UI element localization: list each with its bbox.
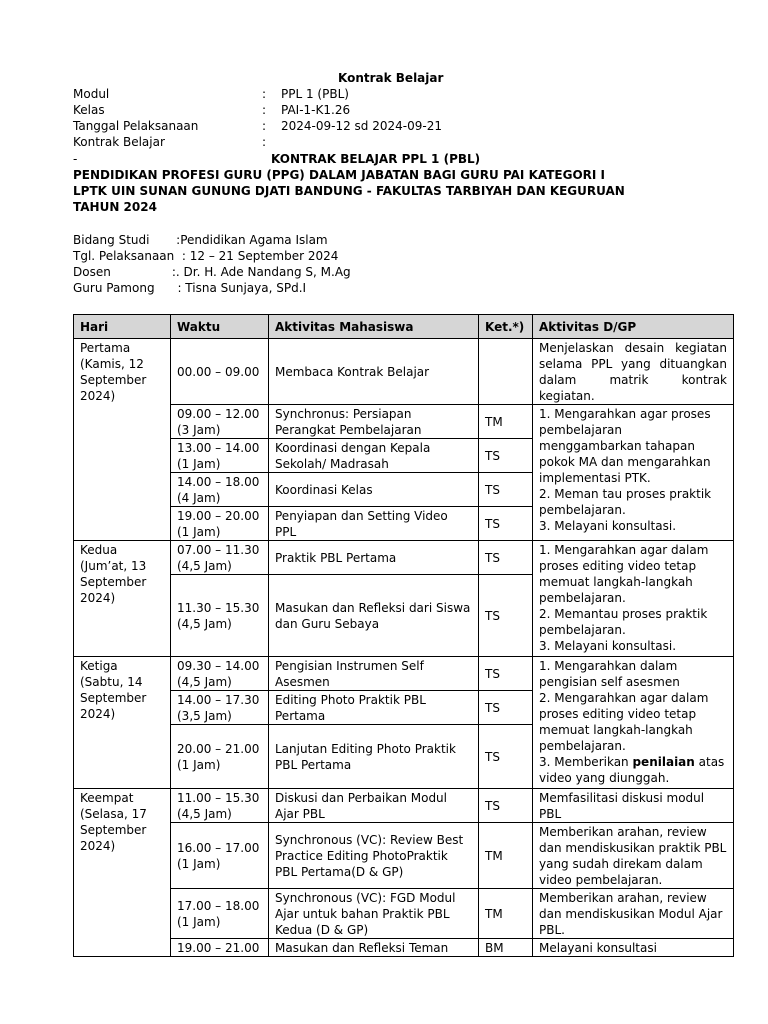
dash-marker: -: [73, 152, 78, 166]
gp-bold-text: penilaian: [632, 755, 695, 769]
info-sep: :: [262, 119, 267, 133]
activity-cell: Synchronus: Persiapan Perangkat Pembelajaran: [269, 405, 479, 439]
detail-tgl-pelaksanaan: Tgl. Pelaksanaan : 12 – 21 September 2024: [73, 249, 339, 263]
time-cell: 19.00 – 20.00 (1 Jam): [171, 507, 269, 541]
activity-cell: Diskusi dan Perbaikan Modul Ajar PBL: [269, 789, 479, 823]
activity-cell: Masukan dan Refleksi Teman: [269, 939, 479, 957]
ket-cell: TM: [479, 823, 533, 889]
ket-cell: TS: [479, 507, 533, 541]
contract-subheading-2: LPTK UIN SUNAN GUNUNG DJATI BANDUNG - FAKULTAS TARBIYAH DAN KEGURUAN: [73, 184, 625, 198]
gp-cell: Menjelaskan desain kegiatan selama PPL yang dituangkan dalam matrik kontrak kegiatan.: [533, 339, 734, 405]
table-row: [74, 789, 734, 823]
activity-cell: Koordinasi dengan Kepala Sekolah/ Madrasah: [269, 439, 479, 473]
ket-cell: TS: [479, 691, 533, 725]
info-value-tanggal: 2024-09-12 sd 2024-09-21: [281, 119, 442, 133]
time-cell: 16.00 – 17.00 (1 Jam): [171, 823, 269, 889]
table-row: [74, 889, 734, 939]
table-row: [74, 939, 734, 957]
contract-subheading-1: PENDIDIKAN PROFESI GURU (PPG) DALAM JABATAN BAGI GURU PAI KATEGORI I: [73, 168, 606, 182]
activity-cell: Editing Photo Praktik PBL Pertama: [269, 691, 479, 725]
gp-text: atas video yang diunggah.: [539, 755, 725, 785]
day-cell: Pertama (Kamis, 12 September 2024): [74, 339, 171, 541]
header-waktu: Waktu: [171, 315, 269, 339]
activity-cell: Synchronous (VC): FGD Modul Ajar untuk bahan Praktik PBL Kedua (D & GP): [269, 889, 479, 939]
time-cell: 11.00 – 15.30 (4,5 Jam): [171, 789, 269, 823]
gp-text: 1. Mengarahkan dalam pengisian self asesmen 2. Mengarahkan agar dalam proses editing video tetap memuat langkah-langkah pembelajaran. 3. Memberikan: [539, 659, 709, 769]
ket-cell: [479, 339, 533, 405]
info-label-kelas: Kelas: [73, 103, 105, 117]
activity-cell: Synchronous (VC): Review Best Practice Editing PhotoPraktik PBL Pertama(D & GP): [269, 823, 479, 889]
header-ket: Ket.*): [479, 315, 533, 339]
activity-cell: Penyiapan dan Setting Video PPL: [269, 507, 479, 541]
info-value-kelas: PAI-1-K1.26: [281, 103, 351, 117]
contract-heading: KONTRAK BELAJAR PPL 1 (PBL): [271, 152, 481, 166]
info-value-modul: PPL 1 (PBL): [281, 87, 349, 101]
ket-cell: BM: [479, 939, 533, 957]
info-sep: :: [262, 103, 267, 117]
time-cell: 07.00 – 11.30 (4,5 Jam): [171, 541, 269, 575]
gp-cell: [533, 657, 734, 789]
ket-cell: TS: [479, 725, 533, 789]
time-cell: 17.00 – 18.00 (1 Jam): [171, 889, 269, 939]
activity-cell: Koordinasi Kelas: [269, 473, 479, 507]
day-cell: Kedua (Jum’at, 13 September 2024): [74, 541, 171, 657]
info-sep: :: [262, 135, 267, 149]
gp-cell: Melayani konsultasi: [533, 939, 734, 957]
document-title: Kontrak Belajar: [338, 71, 444, 85]
header-aktivitas-mahasiswa: Aktivitas Mahasiswa: [269, 315, 479, 339]
ket-cell: TM: [479, 405, 533, 439]
activity-cell: Pengisian Instrumen Self Asesmen: [269, 657, 479, 691]
ket-cell: TM: [479, 889, 533, 939]
activity-cell: Masukan dan Refleksi dari Siswa dan Guru Sebaya: [269, 575, 479, 657]
time-cell: 14.00 – 18.00 (4 Jam): [171, 473, 269, 507]
time-cell: 09.00 – 12.00 (3 Jam): [171, 405, 269, 439]
time-cell: 14.00 – 17.30 (3,5 Jam): [171, 691, 269, 725]
table-row: [74, 541, 734, 575]
table-row: [74, 405, 734, 439]
info-label-tanggal: Tanggal Pelaksanaan: [73, 119, 199, 133]
gp-cell: Memberikan arahan, review dan mendiskusikan Modul Ajar PBL.: [533, 889, 734, 939]
header-hari: Hari: [74, 315, 171, 339]
day-cell: Keempat (Selasa, 17 September 2024): [74, 789, 171, 957]
table-header-row: [74, 315, 734, 339]
ket-cell: TS: [479, 541, 533, 575]
info-sep: :: [262, 87, 267, 101]
detail-bidang-studi: Bidang Studi :Pendidikan Agama Islam: [73, 233, 328, 247]
ket-cell: TS: [479, 575, 533, 657]
detail-dosen: Dosen :. Dr. H. Ade Nandang S, M.Ag: [73, 265, 351, 279]
info-label-modul: Modul: [73, 87, 110, 101]
ket-cell: TS: [479, 657, 533, 691]
table-row: [74, 657, 734, 691]
time-cell: 13.00 – 14.00 (1 Jam): [171, 439, 269, 473]
info-label-kontrak: Kontrak Belajar: [73, 135, 165, 149]
activity-cell: Lanjutan Editing Photo Praktik PBL Pertama: [269, 725, 479, 789]
table-row: [74, 823, 734, 889]
time-cell: 20.00 – 21.00 (1 Jam): [171, 725, 269, 789]
ket-cell: TS: [479, 789, 533, 823]
time-cell: 11.30 – 15.30 (4,5 Jam): [171, 575, 269, 657]
detail-guru-pamong: Guru Pamong : Tisna Sunjaya, SPd.I: [73, 281, 307, 295]
schedule-table: [73, 314, 734, 957]
gp-cell: Memberikan arahan, review dan mendiskusikan praktik PBL yang sudah direkam dalam video pembelajaran.: [533, 823, 734, 889]
gp-cell: Memfasilitasi diskusi modul PBL: [533, 789, 734, 823]
header-aktivitas-dgp: Aktivitas D/GP: [533, 315, 734, 339]
table-row: [74, 339, 734, 405]
gp-cell: 1. Mengarahkan agar proses pembelajaran menggambarkan tahapan pokok MA dan mengarahkan implementasi PTK. 2. Meman tau proses praktik pembelajaran. 3. Melayani konsultasi.: [533, 405, 734, 541]
ket-cell: TS: [479, 473, 533, 507]
time-cell: 09.30 – 14.00 (4,5 Jam): [171, 657, 269, 691]
activity-cell: Praktik PBL Pertama: [269, 541, 479, 575]
day-cell: Ketiga (Sabtu, 14 September 2024): [74, 657, 171, 789]
ket-cell: TS: [479, 439, 533, 473]
time-cell: 00.00 – 09.00: [171, 339, 269, 405]
contract-subheading-3: TAHUN 2024: [73, 200, 157, 214]
time-cell: 19.00 – 21.00: [171, 939, 269, 957]
activity-cell: Membaca Kontrak Belajar: [269, 339, 479, 405]
gp-cell: 1. Mengarahkan agar dalam proses editing video tetap memuat langkah-langkah pembelajaran. 2. Memantau proses praktik pembelajaran. 3. Melayani konsultasi.: [533, 541, 734, 657]
